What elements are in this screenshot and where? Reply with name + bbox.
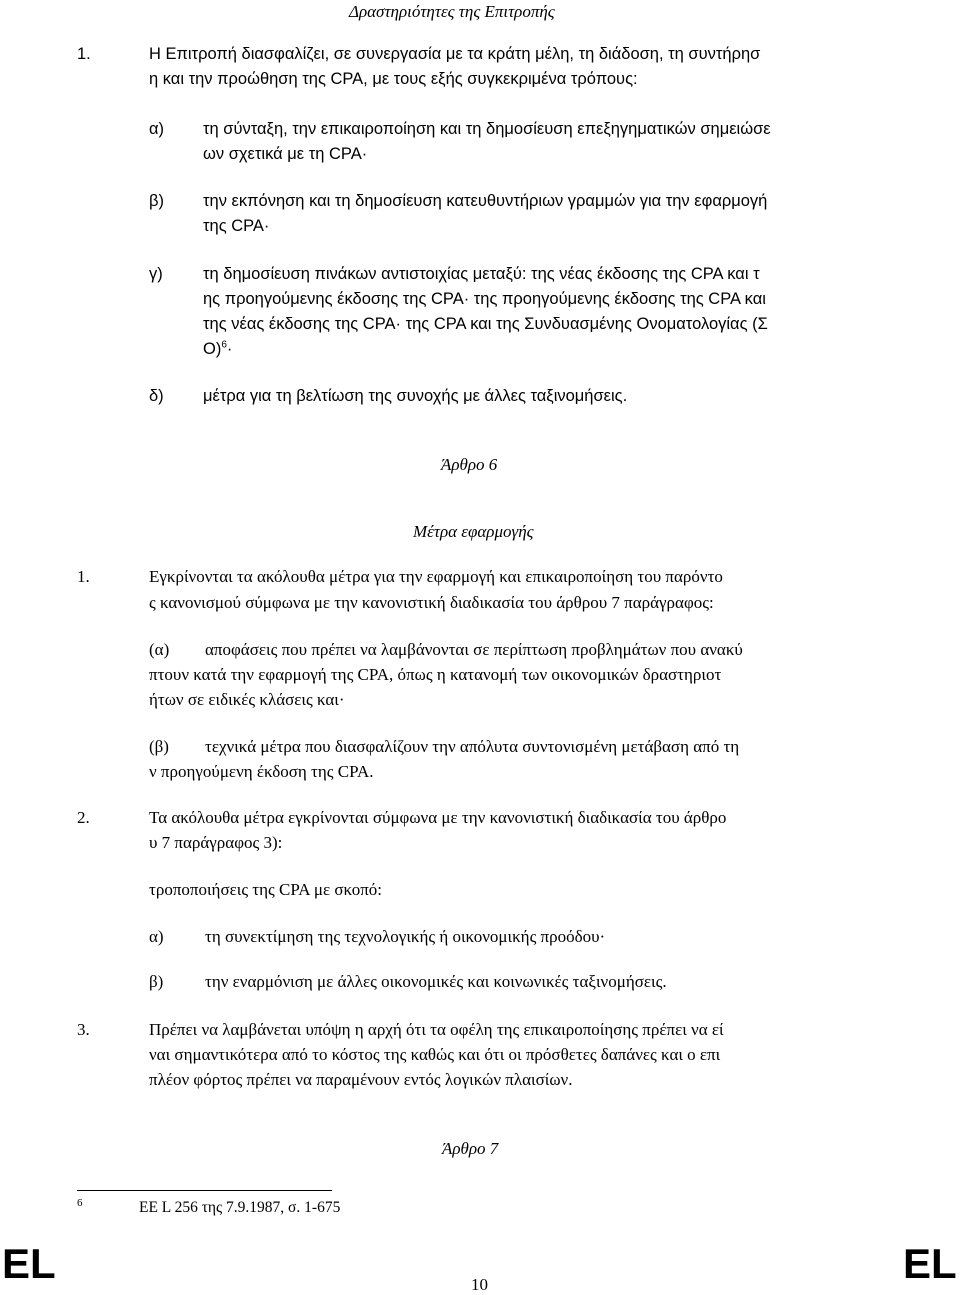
article-6-title: Μέτρα εφαρμογής (413, 522, 534, 541)
para1-line: η και την προώθηση της CPA, με τους εξής συγκεκριμένα τρόπους: (149, 70, 638, 88)
list-item-label: γ) (149, 265, 163, 283)
article-7-heading: Άρθρο 7 (442, 1139, 499, 1158)
list-item-line: τεχνικά μέτρα που διασφαλίζουν την απόλυτα συντονισμένη μετάβαση από τη (205, 737, 740, 756)
list-item-line: τη σύνταξη, την επικαιροποίηση και τη δημοσίευση επεξηγηματικών σημειώσε (203, 120, 771, 138)
article6-p2-number: 2. (77, 808, 90, 827)
list-item-label: β) (149, 972, 164, 991)
article6-p2-line: υ 7 παράγραφος 3): (149, 833, 283, 852)
language-code-left: EL (2, 1240, 56, 1287)
article6-p3-number: 3. (77, 1020, 90, 1039)
list-item-label: β) (149, 192, 164, 210)
list-item-line: μέτρα για τη βελτίωση της συνοχής με άλλες ταξινομήσεις. (203, 387, 628, 405)
footnote-text: ΕΕ L 256 της 7.9.1987, σ. 1-675 (139, 1199, 341, 1216)
article-6-heading: Άρθρο 6 (441, 455, 498, 474)
list-item-line: την εναρμόνιση με άλλες οικονομικές και κοινωνικές ταξινομήσεις. (205, 972, 667, 991)
list-item-line: της CPA· (203, 217, 270, 235)
list-item-label: α) (149, 120, 165, 138)
list-item-line: ων σχετικά με τη CPA· (203, 145, 368, 163)
list-item-line: την εκπόνηση και τη δημοσίευση κατευθυντήριων γραμμών για την εφαρμογή (203, 192, 768, 210)
page-number: 10 (471, 1275, 488, 1294)
article6-p1-line: ς κανονισμού σύμφωνα με την κανονιστική διαδικασία του άρθρου 7 παράγραφος: (149, 593, 714, 612)
list-item-label: δ) (149, 387, 164, 405)
list-item-line: ης προηγούμενης έκδοσης της CPA· της προηγούμενης έκδοσης της CPA και (203, 290, 766, 308)
section-title: Δραστηριότητες της Επιτροπής (349, 2, 555, 21)
article6-p3-line: ναι σημαντικότερα από το κόστος της καθώς και ότι οι πρόσθετες δαπάνες και ο επι (149, 1045, 721, 1064)
article6-p1-number: 1. (77, 567, 90, 586)
language-code-right: EL (903, 1240, 957, 1287)
list-item-text: · (226, 340, 233, 358)
list-item-label: (α) (149, 640, 170, 659)
list-item-line: τη δημοσίευση πινάκων αντιστοιχίας μεταξύ: της νέας έκδοσης της CPA και τ (203, 265, 760, 283)
list-item-text: Ο) (203, 340, 222, 358)
list-item-line: ν προηγούμενη έκδοση της CPA. (149, 762, 374, 781)
article6-p1-line: Εγκρίνονται τα ακόλουθα μέτρα για την εφαρμογή και επικαιροποίηση του παρόντο (149, 567, 723, 586)
footnote-number: 6 (77, 1197, 83, 1209)
list-item-label: (β) (149, 737, 169, 756)
list-item-line: τη συνεκτίμηση της τεχνολογικής ή οικονομικής προόδου· (205, 927, 606, 946)
list-item-line (203, 340, 232, 359)
list-item-line: της νέας έκδοσης της CPA· της CPA και της Συνδυασμένης Ονοματολογίας (Σ (203, 315, 768, 333)
article6-p2-subhead: τροποποιήσεις της CPA με σκοπό: (149, 880, 382, 899)
list-item-line: ήτων σε ειδικές κλάσεις και· (149, 690, 345, 709)
article6-p3-line: πλέον φόρτος πρέπει να παραμένουν εντός λογικών πλαισίων. (149, 1070, 573, 1089)
para1-line: Η Επιτροπή διασφαλίζει, σε συνεργασία με τα κράτη μέλη, τη διάδοση, τη συντήρησ (149, 45, 761, 63)
list-item-line: πτουν κατά την εφαρμογή της CPA, όπως η κατανομή των οικονομικών δραστηριοτ (149, 665, 722, 684)
list-item-label: α) (149, 927, 164, 946)
footnote-separator (77, 1190, 332, 1191)
article6-p2-line: Τα ακόλουθα μέτρα εγκρίνονται σύμφωνα με την κανονιστική διαδικασία του άρθρο (149, 808, 727, 827)
para1-number: 1. (77, 45, 91, 63)
article6-p3-line: Πρέπει να λαμβάνεται υπόψη η αρχή ότι τα οφέλη της επικαιροποίησης πρέπει να εί (149, 1020, 724, 1039)
list-item-line: αποφάσεις που πρέπει να λαμβάνονται σε περίπτωση προβλημάτων που ανακύ (205, 640, 743, 659)
footnote-reference[interactable]: 6 (221, 339, 227, 351)
